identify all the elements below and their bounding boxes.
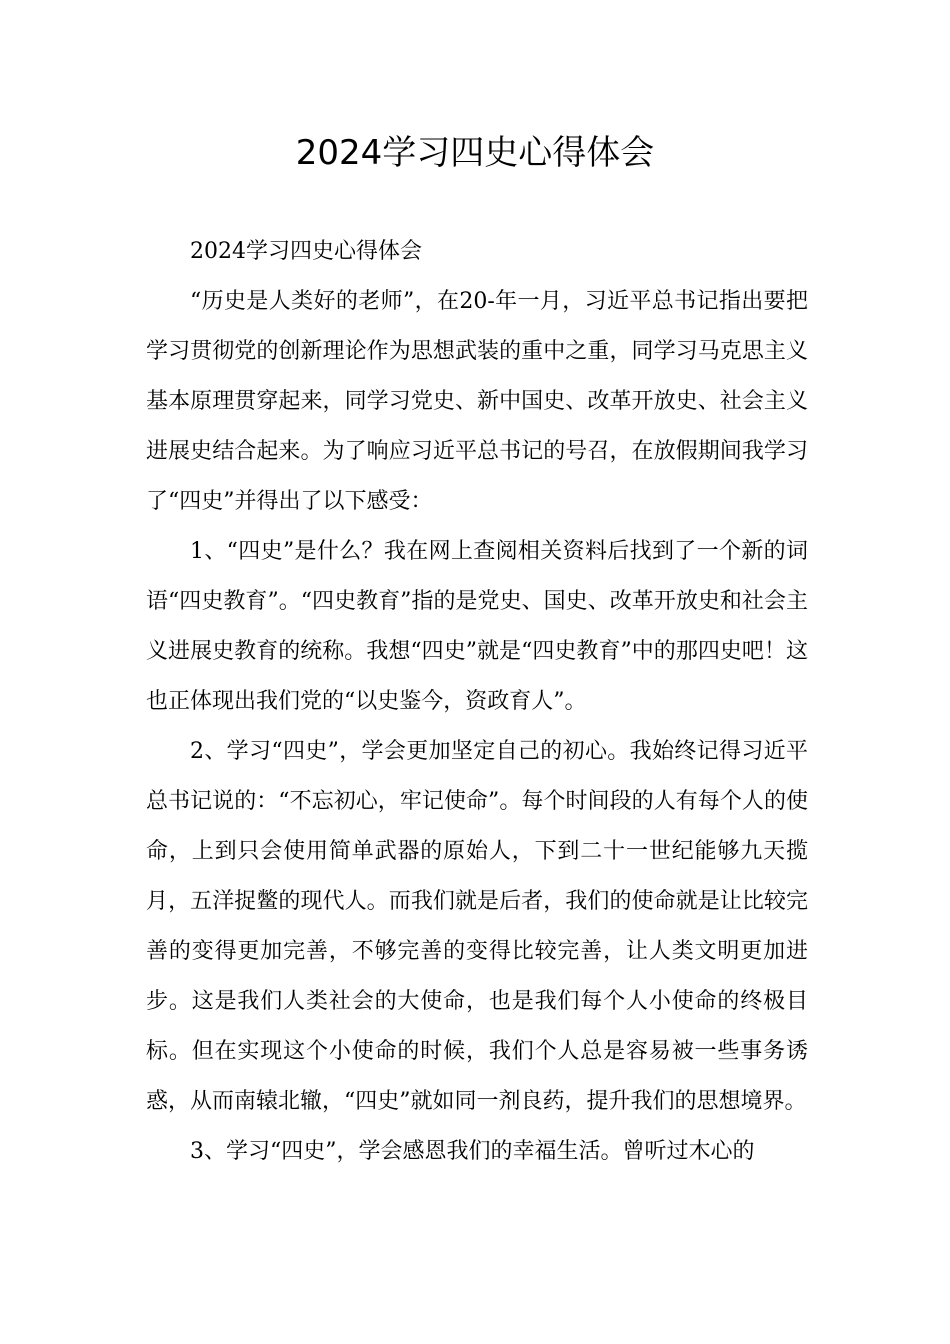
document-subtitle: 2024学习四史心得体会 bbox=[190, 239, 422, 264]
paragraph-intro: “历史是人类好的老师”，在20-年一月，习近平总书记指出要把学习贯彻党的创新理论作为思想武装的重中之重，同学习马克思主义基本原理贯穿起来，同学习党史、新中国史、改革开放史、社会主义进展史结合起来。为了响应习近平总书记的号召，在放假期间我学习了“四史”并得出了以下感受： bbox=[146, 289, 808, 514]
document-body bbox=[146, 227, 808, 1177]
paragraph-point-1: 1、“四史”是什么？我在网上查阅相关资料后找到了一个新的词语“四史教育”。“四史教育”指的是党史、国史、改革开放史和社会主义进展史教育的统称。我想“四史”就是“四史教育”中的那四史吧！这也正体现出我们党的“以史鉴今，资政育人”。 bbox=[146, 539, 808, 714]
document-title: 2024学习四史心得体会 bbox=[295, 133, 655, 173]
paragraph-point-2: 2、学习“四史”，学会更加坚定自己的初心。我始终记得习近平总书记说的：“不忘初心，牢记使命”。每个时间段的人有每个人的使命，上到只会使用简单武器的原始人，下到二十一世纪能够九天揽月，五洋捉鳖的现代人。而我们就是后者，我们的使命就是让比较完善的变得更加完善，不够完善的变得比较完善，让人类文明更加进步。这是我们人类社会的大使命，也是我们每个人小使命的终极目标。但在实现这个小使命的时候，我们个人总是容易被一些事务诱惑，从而南辕北辙，“四史”就如同一剂良药，提升我们的思想境界。 bbox=[146, 739, 808, 1114]
paragraph-point-3: 3、学习“四史”，学会感恩我们的幸福生活。曾听过木心的 bbox=[190, 1139, 755, 1164]
